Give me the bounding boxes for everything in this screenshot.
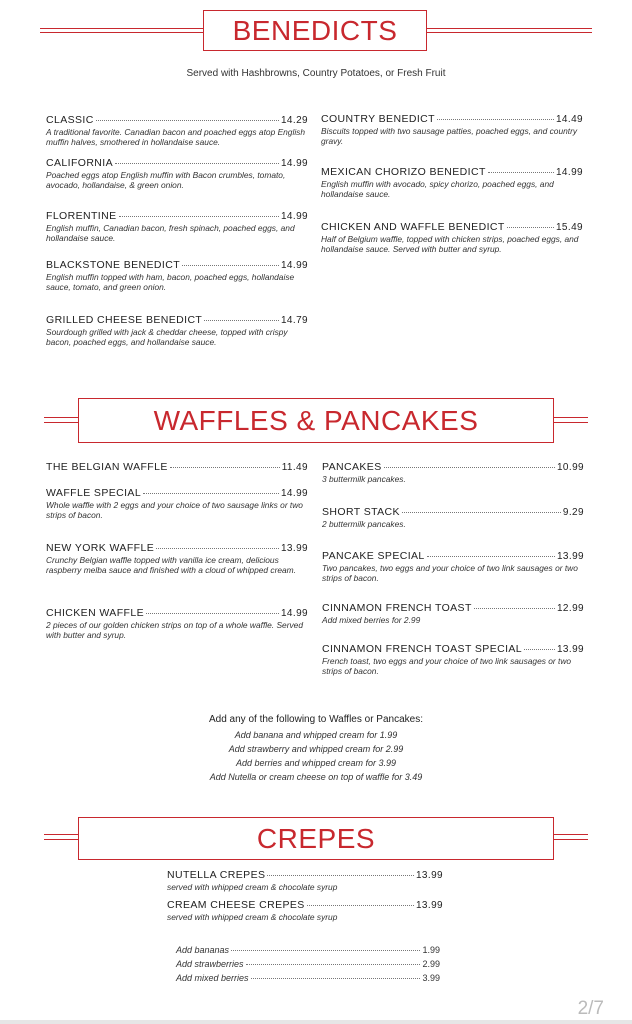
- item-description: 2 pieces of our golden chicken strips on top of a whole waffle. Served with butter and syrup.: [46, 620, 303, 640]
- item-name: THE BELGIAN WAFFLE: [46, 461, 168, 473]
- item-name: PANCAKE SPECIAL: [322, 550, 425, 562]
- menu-item: [46, 314, 308, 347]
- item-name: CINNAMON FRENCH TOAST: [322, 602, 472, 614]
- section-title-crepes: CREPES: [78, 817, 554, 860]
- extra-name: Add strawberries: [176, 959, 244, 969]
- extra-item: [176, 945, 440, 955]
- item-price: 14.79: [280, 315, 308, 326]
- menu-item: [321, 221, 583, 254]
- addon-line: Add banana and whipped cream for 1.99: [234, 730, 398, 740]
- item-price: 13.99: [415, 900, 443, 911]
- item-description: served with whipped cream & chocolate syrup: [167, 912, 338, 922]
- menu-item: [321, 166, 583, 199]
- item-name: PANCAKES: [322, 461, 382, 473]
- item-name: CHICKEN WAFFLE: [46, 607, 144, 619]
- item-description: 2 buttermilk pancakes.: [322, 519, 406, 529]
- item-description: Sourdough grilled with jack & cheddar cheese, topped with crispy bacon, poached eggs, and hollandaise sauce.: [46, 327, 288, 347]
- item-description: English muffin with avocado, spicy chorizo, poached eggs, and hollandaise sauce.: [321, 179, 554, 199]
- item-price: 13.99: [415, 870, 443, 881]
- item-name: GRILLED CHEESE BENEDICT: [46, 314, 203, 326]
- item-description: served with whipped cream & chocolate syrup: [167, 882, 338, 892]
- item-description: French toast, two eggs and your choice of two link sausages or two strips of bacon.: [322, 656, 572, 676]
- item-description: Half of Belgium waffle, topped with chicken strips, poached eggs, and hollandaise sauce. Served with butter and syrup.: [321, 234, 579, 254]
- menu-item: [46, 487, 308, 520]
- item-name: NEW YORK WAFFLE: [46, 542, 155, 554]
- extra-item: [176, 973, 440, 983]
- item-name: FLORENTINE: [46, 210, 117, 222]
- item-name: MEXICAN CHORIZO BENEDICT: [321, 166, 486, 178]
- section-title-waffles: WAFFLES & PANCAKES: [78, 398, 554, 443]
- item-name: CALIFORNIA: [46, 157, 114, 169]
- item-description: 3 buttermilk pancakes.: [322, 474, 406, 484]
- item-name: BLACKSTONE BENEDICT: [46, 259, 181, 271]
- item-price: 13.99: [556, 644, 584, 655]
- item-name: COUNTRY BENEDICT: [321, 113, 435, 125]
- item-price: 11.49: [281, 462, 308, 473]
- item-name: CREAM CHEESE CREPES: [167, 899, 305, 911]
- extra-price: 1.99: [422, 945, 440, 955]
- item-name: SHORT STACK: [322, 506, 400, 518]
- menu-item: [46, 461, 308, 473]
- item-description: Poached eggs atop English muffin with Bacon crumbles, tomato, avocado, hollandaise, & green onion.: [46, 170, 286, 190]
- extra-name: Add mixed berries: [176, 973, 249, 983]
- item-price: 13.99: [280, 543, 308, 554]
- item-description: English muffin topped with ham, bacon, poached eggs, hollandaise sauce, tomato, and green onion.: [46, 272, 295, 292]
- menu-item: [321, 113, 583, 146]
- menu-item: [322, 506, 584, 529]
- page-number: 2/7: [577, 998, 604, 1019]
- item-price: 12.99: [556, 603, 584, 614]
- item-description: Biscuits topped with two sausage patties, poached eggs, and country gravy.: [321, 126, 578, 146]
- menu-item: [322, 461, 584, 484]
- menu-item: [167, 869, 443, 892]
- menu-item: [46, 259, 308, 292]
- item-name: CINNAMON FRENCH TOAST SPECIAL: [322, 643, 523, 655]
- item-name: NUTELLA CREPES: [167, 869, 266, 881]
- bottom-divider: [0, 1020, 632, 1024]
- menu-item: [322, 643, 584, 676]
- menu-item: [46, 542, 308, 575]
- item-description: Crunchy Belgian waffle topped with vanilla ice cream, delicious raspberry melba sauce and finished with a cloud of whipped cream.: [46, 555, 296, 575]
- addon-line: Add Nutella or cream cheese on top of waffle for 3.49: [209, 772, 423, 782]
- item-price: 10.99: [556, 462, 584, 473]
- item-price: 15.49: [555, 222, 583, 233]
- item-description: Whole waffle with 2 eggs and your choice of two sausage links or two strips of bacon.: [46, 500, 303, 520]
- menu-item: [167, 899, 443, 922]
- item-price: 14.99: [555, 167, 583, 178]
- menu-item: [322, 602, 584, 625]
- addon-line: Add strawberry and whipped cream for 2.99: [228, 744, 404, 754]
- menu-item: [322, 550, 584, 583]
- item-description: A traditional favorite. Canadian bacon and poached eggs atop English muffin halves, smothered in hollandaise sauce.: [46, 127, 306, 147]
- extra-price: 3.99: [422, 973, 440, 983]
- item-price: 14.49: [555, 114, 583, 125]
- item-price: 14.99: [280, 488, 308, 499]
- item-description: Two pancakes, two eggs and your choice of two link sausages or two strips of bacon.: [322, 563, 578, 583]
- menu-item: [46, 210, 308, 243]
- item-price: 9.29: [562, 507, 584, 518]
- extra-price: 2.99: [422, 959, 440, 969]
- extra-name: Add bananas: [176, 945, 230, 955]
- item-price: 14.99: [280, 158, 308, 169]
- item-description: Add mixed berries for 2.99: [322, 615, 421, 625]
- section-title-benedicts: BENEDICTS: [203, 10, 427, 51]
- menu-item: [46, 157, 308, 190]
- item-price: 14.99: [280, 608, 308, 619]
- addon-line: Add berries and whipped cream for 3.99: [235, 758, 397, 768]
- item-price: 14.29: [280, 115, 308, 126]
- item-name: CLASSIC: [46, 114, 94, 126]
- item-name: WAFFLE SPECIAL: [46, 487, 142, 499]
- menu-item: [46, 114, 308, 147]
- item-name: CHICKEN AND WAFFLE BENEDICT: [321, 221, 505, 233]
- benedicts-subtitle: Served with Hashbrowns, Country Potatoes, or Fresh Fruit: [186, 68, 446, 79]
- item-price: 14.99: [280, 260, 308, 271]
- item-description: English muffin, Canadian bacon, fresh spinach, poached eggs, and hollandaise sauce.: [46, 223, 295, 243]
- menu-item: [46, 607, 308, 640]
- extra-item: [176, 959, 440, 969]
- addons-title: Add any of the following to Waffles or Pancakes:: [208, 714, 423, 725]
- item-price: 14.99: [280, 211, 308, 222]
- item-price: 13.99: [556, 551, 584, 562]
